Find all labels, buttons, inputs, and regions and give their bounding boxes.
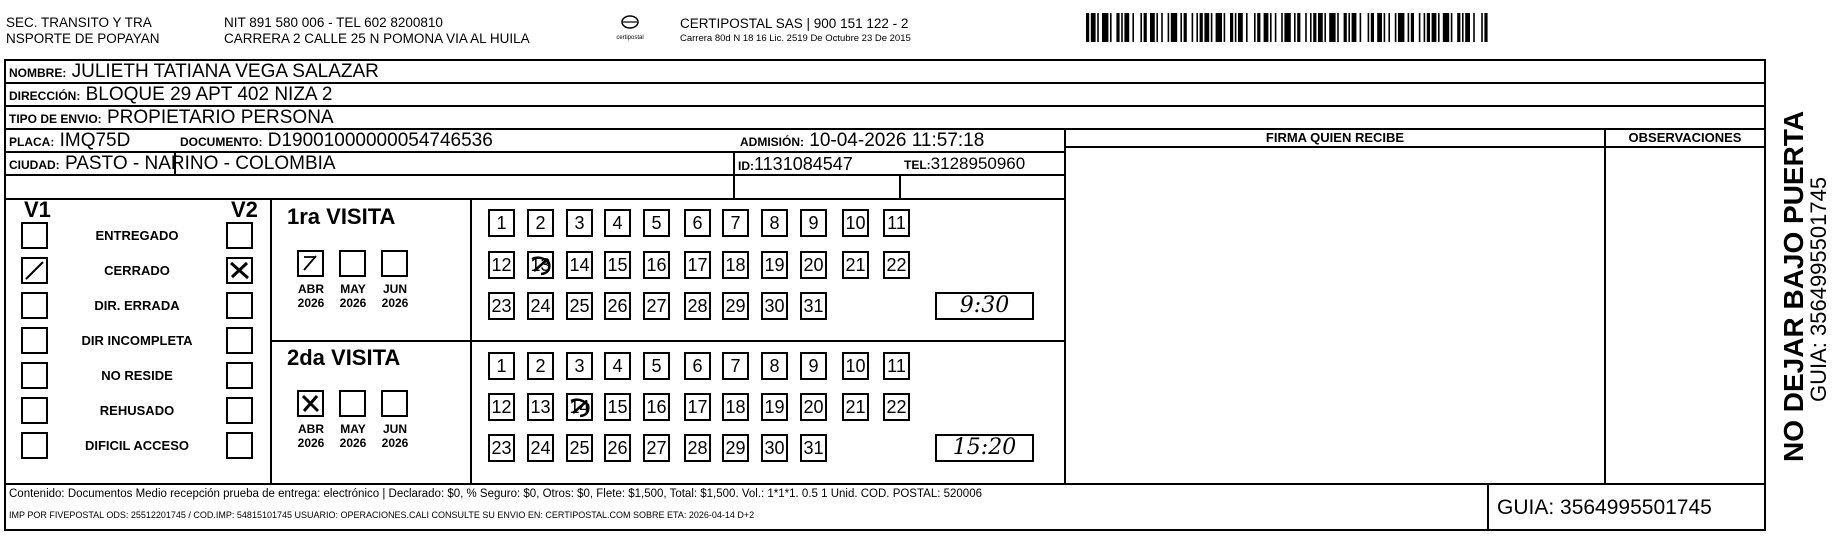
- barcode-bar: [1270, 13, 1272, 42]
- status-reason-label: NO RESIDE: [101, 368, 173, 383]
- status-reason-label: DIR. ERRADA: [94, 298, 180, 313]
- tel-row: [904, 153, 1025, 176]
- barcode-bar: [1257, 13, 1260, 42]
- barcode-bar: [1110, 13, 1112, 42]
- month-year: 2026: [381, 436, 409, 450]
- day-box[interactable]: 29: [722, 434, 749, 462]
- day-box[interactable]: 8: [761, 209, 788, 237]
- day-box[interactable]: 29: [722, 292, 749, 320]
- day-box[interactable]: 4: [604, 352, 631, 380]
- address-line: CARRERA 2 CALLE 25 N POMONA VIA AL HUILA: [224, 31, 530, 46]
- row-sep: [4, 483, 1766, 485]
- cross-mark-icon: [228, 259, 251, 282]
- month-label: [374, 282, 416, 310]
- barcode-bar: [1150, 13, 1155, 42]
- status-reason-label: CERRADO: [104, 263, 170, 278]
- month-checkbox[interactable]: [381, 250, 408, 277]
- day-box[interactable]: 2: [527, 209, 554, 237]
- col-sep: [733, 151, 735, 198]
- footer-guia: GUIA: 3564995501745: [1497, 496, 1712, 519]
- v2-checkbox[interactable]: [226, 362, 253, 389]
- barcode-bar: [1180, 13, 1182, 42]
- documento-label: DOCUMENTO:: [180, 135, 263, 149]
- status-reason-label: DIR INCOMPLETA: [81, 333, 193, 348]
- documento-value: D19001000000054746536: [267, 130, 493, 151]
- barcode-bar: [1192, 13, 1194, 42]
- nit-line: NIT 891 580 006 - TEL 602 8200810: [224, 15, 443, 30]
- barcode-bar: [1235, 13, 1237, 42]
- nombre-row: [9, 61, 379, 84]
- barcode-bar: [1481, 13, 1483, 42]
- ciudad-row: [9, 153, 336, 176]
- barcode-bar: [1411, 13, 1414, 42]
- day-box[interactable]: 7: [722, 352, 749, 380]
- day-box[interactable]: 30: [761, 292, 788, 320]
- col-sep: [1487, 485, 1489, 531]
- month-year: 2026: [297, 296, 325, 310]
- v1-label: V1: [24, 197, 51, 222]
- month-label: [332, 422, 374, 450]
- company-line: CERTIPOSTAL SAS | 900 151 122 - 2: [680, 16, 909, 31]
- barcode-bar: [1348, 13, 1350, 42]
- day-strike-icon: [568, 395, 592, 419]
- v2-checkbox[interactable]: [226, 257, 253, 284]
- month-year: 2026: [297, 436, 325, 450]
- day-box[interactable]: 18: [722, 393, 749, 421]
- day-box[interactable]: 4: [604, 209, 631, 237]
- month-label: [290, 282, 332, 310]
- nombre-value: JULIETH TATIANA VEGA SALAZAR: [71, 61, 379, 82]
- month-checkbox[interactable]: [339, 390, 366, 417]
- placa-row: [9, 130, 130, 153]
- barcode-bar: [1438, 13, 1440, 42]
- barcode-bar: [1140, 13, 1142, 42]
- barcode-bar: [1324, 13, 1326, 42]
- barcode-bar: [1161, 13, 1163, 42]
- status-reason-label: DIFICIL ACCESO: [84, 438, 189, 453]
- day-box[interactable]: 16: [643, 393, 670, 421]
- barcode-bar: [1156, 13, 1158, 42]
- day-box[interactable]: 21: [842, 251, 869, 279]
- day-box[interactable]: 19: [761, 251, 788, 279]
- day-box[interactable]: 24: [527, 292, 554, 320]
- day-box[interactable]: 11: [883, 209, 910, 237]
- day-strike-icon: [529, 253, 553, 277]
- v2-label: V2: [231, 197, 258, 222]
- direccion-value: BLOQUE 29 APT 402 NIZA 2: [85, 84, 333, 105]
- day-box[interactable]: 11: [883, 352, 910, 380]
- ciudad-label: CIUDAD:: [9, 158, 60, 172]
- visit-1-title: 1ra VISITA: [287, 204, 396, 229]
- barcode-bar: [1230, 13, 1233, 42]
- barcode-bar: [1275, 13, 1277, 42]
- footer-contents: Contenido: Documentos Medio recepción prueba de entrega: electrónico | Declarado: $0, % Seguro: $0, Otros: $0, Flete: $1,500, Total: $1,500. Vol.: 1*1*1. 0.5 1 Unid. COD. POSTAL: 520006: [9, 488, 982, 500]
- barcode-bar: [1297, 13, 1300, 42]
- barcode-bar: [1318, 13, 1323, 42]
- barcode-bar: [1200, 13, 1203, 42]
- day-box[interactable]: 3: [566, 352, 593, 380]
- day-box[interactable]: 3: [566, 209, 593, 237]
- day-box[interactable]: 23: [488, 292, 515, 320]
- day-box[interactable]: 7: [722, 209, 749, 237]
- barcode-bar: [1484, 13, 1487, 42]
- barcode-bar: [1371, 13, 1374, 42]
- form-bottom-border: [4, 529, 1766, 531]
- id-value: 1131084547: [754, 154, 853, 174]
- day-box[interactable]: 17: [684, 393, 711, 421]
- day-box[interactable]: 28: [684, 292, 711, 320]
- id-label: ID:: [738, 159, 754, 173]
- month-checkbox[interactable]: [297, 390, 324, 417]
- day-box[interactable]: 10: [842, 352, 869, 380]
- barcode-bar: [1144, 13, 1147, 42]
- visit-time-note[interactable]: 15:20: [935, 434, 1034, 462]
- tel-label: TEL:: [904, 158, 931, 172]
- day-box[interactable]: 9: [800, 352, 827, 380]
- day-box[interactable]: 23: [488, 434, 515, 462]
- barcode-bar: [1102, 13, 1108, 42]
- day-box[interactable]: 14: [566, 393, 593, 421]
- day-box[interactable]: 13: [527, 393, 554, 421]
- sender-block: [6, 15, 160, 47]
- v1-checkbox[interactable]: [21, 362, 48, 389]
- company-address: Carrera 80d N 18 16 Lic. 2519 De Octubre 23 De 2015: [680, 33, 911, 44]
- col-sep: [1604, 128, 1606, 485]
- day-box[interactable]: 12: [488, 251, 515, 279]
- v2-checkbox[interactable]: [226, 292, 253, 319]
- barcode-bar: [1246, 13, 1248, 42]
- placa-value: IMQ75D: [59, 130, 131, 151]
- barcode-bar: [1310, 13, 1312, 42]
- month-name: MAY: [340, 282, 366, 296]
- barcode-bar: [1216, 13, 1222, 42]
- sender-line-2: NSPORTE DE POPAYAN: [6, 31, 160, 46]
- v1-checkbox[interactable]: [21, 257, 48, 284]
- col-sep: [1064, 128, 1066, 485]
- logo-icon: [618, 14, 642, 30]
- day-box[interactable]: 20: [800, 393, 827, 421]
- direccion-label: DIRECCIÓN:: [9, 89, 81, 103]
- check-mark-icon: [299, 252, 322, 275]
- barcode-bar: [1462, 13, 1464, 42]
- side-guia: GUIA: 3564995501745: [1806, 176, 1831, 402]
- barcode-bar: [1360, 13, 1362, 42]
- barcode-bar: [1443, 13, 1449, 42]
- day-box[interactable]: 21: [842, 393, 869, 421]
- v1-checkbox[interactable]: [21, 292, 48, 319]
- sender-line-1: SEC. TRANSITO Y TRA: [6, 15, 152, 30]
- check-mark-icon: [23, 259, 46, 282]
- tel-value: 3128950960: [930, 154, 1026, 173]
- barcode-bar: [1408, 13, 1410, 42]
- barcode-bar: [1337, 13, 1339, 42]
- v1-checkbox[interactable]: [21, 327, 48, 354]
- barcode-bar: [1211, 13, 1213, 42]
- barcode-bar: [1395, 13, 1397, 42]
- logo-text: certipostal: [616, 35, 644, 41]
- day-box[interactable]: 19: [761, 393, 788, 421]
- v1-checkbox[interactable]: [21, 397, 48, 424]
- day-box[interactable]: 6: [684, 209, 711, 237]
- barcode-bar: [1424, 13, 1426, 42]
- barcode-bar: [1432, 13, 1437, 42]
- barcode-bar: [1132, 13, 1134, 42]
- sender-details: [224, 15, 530, 47]
- barcode-bar: [1427, 13, 1430, 42]
- visit-sep: [270, 340, 1066, 342]
- month-label: [290, 422, 332, 450]
- barcode-bar: [1204, 13, 1209, 42]
- month-checkbox[interactable]: [381, 390, 408, 417]
- barcode-bar: [1124, 13, 1129, 42]
- day-box[interactable]: 6: [684, 352, 711, 380]
- status-reason-label: ENTREGADO: [95, 228, 179, 243]
- day-box[interactable]: 18: [722, 251, 749, 279]
- side-warning: NO DEJAR BAJO PUERTA: [1778, 110, 1809, 462]
- barcode-bar: [1254, 13, 1256, 42]
- tipo-value: PROPIETARIO PERSONA: [106, 107, 334, 128]
- id-row: [738, 153, 853, 177]
- admision-value: 10-04-2026 11:57:18: [809, 130, 985, 151]
- v2-checkbox[interactable]: [226, 432, 253, 459]
- documento-row: [180, 130, 493, 153]
- day-box[interactable]: 31: [800, 292, 827, 320]
- day-box[interactable]: 9: [800, 209, 827, 237]
- barcode-bar: [1238, 13, 1243, 42]
- day-box[interactable]: 31: [800, 434, 827, 462]
- day-box[interactable]: 14: [566, 251, 593, 279]
- day-box[interactable]: 27: [643, 292, 670, 320]
- month-year: 2026: [339, 436, 367, 450]
- month-year: 2026: [381, 296, 409, 310]
- day-box[interactable]: 12: [488, 393, 515, 421]
- month-name: JUN: [382, 422, 407, 436]
- day-box[interactable]: 25: [566, 434, 593, 462]
- v2-checkbox[interactable]: [226, 222, 253, 249]
- day-box[interactable]: 27: [643, 434, 670, 462]
- barcode-bar: [1305, 13, 1307, 42]
- cross-mark-icon: [299, 392, 322, 415]
- day-box[interactable]: 16: [643, 251, 670, 279]
- day-box[interactable]: 17: [684, 251, 711, 279]
- month-year: 2026: [339, 296, 367, 310]
- day-box[interactable]: 5: [643, 209, 670, 237]
- col-sep: [899, 174, 901, 198]
- direccion-row: [9, 84, 332, 107]
- day-box[interactable]: 30: [761, 434, 788, 462]
- barcode-bar: [1281, 13, 1283, 42]
- barcode-bar: [1329, 13, 1335, 42]
- month-name: ABR: [298, 422, 324, 436]
- header-underline: [1066, 146, 1766, 148]
- barcode-bar: [1377, 13, 1382, 42]
- day-box[interactable]: 8: [761, 352, 788, 380]
- month-label: [374, 422, 416, 450]
- day-box[interactable]: 22: [883, 251, 910, 279]
- company-block: [680, 15, 911, 46]
- month-checkbox[interactable]: [297, 250, 324, 277]
- barcode-bar: [1168, 13, 1170, 42]
- barcode-bar: [1116, 13, 1119, 42]
- row-sep: [4, 198, 1066, 200]
- barcode-bar: [1473, 13, 1475, 42]
- barcode-bar: [1457, 13, 1460, 42]
- barcode: [1086, 13, 1486, 42]
- day-box[interactable]: 24: [527, 434, 554, 462]
- month-label: [332, 282, 374, 310]
- v1-checkbox[interactable]: [21, 432, 48, 459]
- day-box[interactable]: 15: [604, 393, 631, 421]
- barcode-bar: [1224, 13, 1226, 42]
- barcode-bar: [1465, 13, 1470, 42]
- month-name: MAY: [340, 422, 366, 436]
- barcode-bar: [1352, 13, 1357, 42]
- visit-2-title: 2da VISITA: [287, 345, 401, 370]
- barcode-bar: [1451, 13, 1453, 42]
- day-box[interactable]: 1: [488, 209, 515, 237]
- barcode-bar: [1284, 13, 1290, 42]
- day-box[interactable]: 26: [604, 434, 631, 462]
- barcode-bar: [1344, 13, 1347, 42]
- v2-checkbox[interactable]: [226, 327, 253, 354]
- month-name: ABR: [298, 282, 324, 296]
- admision-label: ADMISIÓN:: [740, 135, 804, 149]
- barcode-bar: [1398, 13, 1404, 42]
- barcode-bar: [1171, 13, 1177, 42]
- barcode-bar: [1388, 13, 1390, 42]
- admision-row: [740, 130, 984, 153]
- day-box[interactable]: 25: [566, 292, 593, 320]
- nombre-label: NOMBRE:: [9, 66, 67, 80]
- barcode-bar: [1419, 13, 1421, 42]
- barcode-bar: [1196, 13, 1198, 42]
- barcode-bar: [1121, 13, 1123, 42]
- barcode-bar: [1294, 13, 1296, 42]
- day-box[interactable]: 28: [684, 434, 711, 462]
- barcode-bar: [1097, 13, 1099, 42]
- day-box[interactable]: 15: [604, 251, 631, 279]
- day-box[interactable]: 1: [488, 352, 515, 380]
- barcode-bar: [1384, 13, 1386, 42]
- visit-time-note[interactable]: 9:30: [935, 292, 1034, 320]
- tipo-label: TIPO DE ENVIO:: [9, 112, 102, 126]
- day-box[interactable]: 10: [842, 209, 869, 237]
- status-reason-label: REHUSADO: [99, 403, 175, 418]
- barcode-bar: [1184, 13, 1187, 42]
- barcode-bar: [1313, 13, 1316, 42]
- barcode-bar: [1091, 13, 1096, 42]
- observaciones-header: OBSERVACIONES: [1628, 130, 1742, 145]
- day-box[interactable]: 2: [527, 352, 554, 380]
- firma-header: FIRMA QUIEN RECIBE: [1265, 130, 1405, 145]
- placa-label: PLACA:: [9, 135, 55, 149]
- month-checkbox[interactable]: [339, 250, 366, 277]
- footer-print-info: IMP POR FIVEPOSTAL ODS: 25512201745 / COD.IMP: 54815101745 USUARIO: OPERACIONES.CALI CONSULTE SU ENVIO EN: CERTIPOSTAL.COM SOBRE ETA: 2026-04-14 D+2: [9, 510, 755, 520]
- certipostal-logo: [610, 14, 650, 41]
- day-box[interactable]: 22: [883, 393, 910, 421]
- barcode-bar: [1368, 13, 1370, 42]
- day-box[interactable]: 5: [643, 352, 670, 380]
- v2-checkbox[interactable]: [226, 397, 253, 424]
- tipo-row: [9, 107, 334, 130]
- barcode-bar: [1264, 13, 1269, 42]
- barcode-graphic: [1086, 13, 1486, 42]
- month-name: JUN: [382, 282, 407, 296]
- day-box[interactable]: 26: [604, 292, 631, 320]
- barcode-bar: [1086, 13, 1089, 42]
- ciudad-value: PASTO - NARINO - COLOMBIA: [64, 153, 336, 174]
- day-box[interactable]: 20: [800, 251, 827, 279]
- v1-checkbox[interactable]: [21, 222, 48, 249]
- day-box[interactable]: 13: [527, 251, 554, 279]
